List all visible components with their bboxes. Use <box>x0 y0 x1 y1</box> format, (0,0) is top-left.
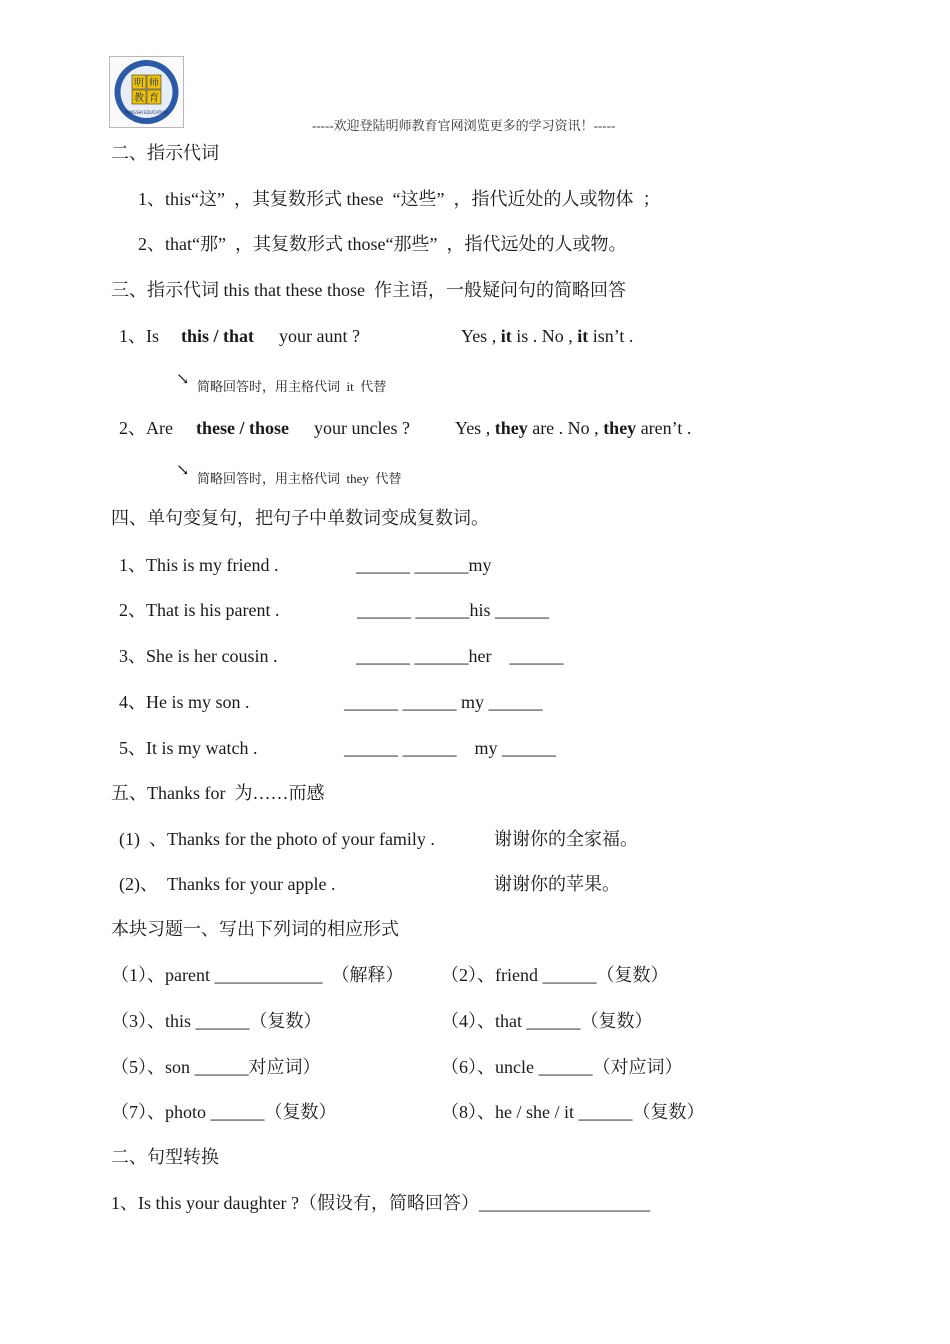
answer-1 <box>461 327 633 345</box>
exercise-1-item-5: （5）、son ______对应词） <box>111 1057 321 1077</box>
answer-2 <box>455 419 691 437</box>
header-banner: -----欢迎登陆明师教育官网浏览更多的学习资讯！----- <box>312 118 616 133</box>
exercise-1-item-3: （3）、this ______（复数） <box>111 1011 322 1031</box>
answer-2-arent: aren’t . <box>640 418 692 438</box>
section-heading-thanks-for: 五、Thanks for 为……而感 <box>111 783 325 803</box>
question-2-rest: your uncles ? <box>314 418 410 438</box>
conversion-item-5-blank: ______ ______ my ______ <box>344 738 557 758</box>
section-heading-demonstratives: 二、指示代词 <box>111 143 219 163</box>
answer-2-they-b: they <box>603 418 637 438</box>
question-1-pronoun: this / that <box>181 326 255 346</box>
answer-1-it-a: it <box>500 326 512 346</box>
logo-char-2: 师 <box>149 78 159 89</box>
logo-char-1: 明 <box>134 78 144 89</box>
answer-2-they-a: they <box>494 418 528 438</box>
exercise-1-item-7: （7）、photo ______（复数） <box>111 1102 337 1122</box>
school-logo <box>109 56 184 128</box>
exercise-1-item-2: （2）、friend ______（复数） <box>441 965 669 985</box>
arrow-icon-2: ↘ <box>176 462 190 479</box>
exercise-1-item-4: （4）、that ______（复数） <box>441 1011 653 1031</box>
answer-1-is: is . No , <box>516 326 573 346</box>
conversion-item-4-blank: ______ ______ my ______ <box>344 692 543 712</box>
exercise-1-item-1: （1）、parent ____________ （解释） <box>111 965 404 985</box>
thanks-example-1-chinese: 谢谢你的全家福。 <box>494 829 638 849</box>
logo-caption: MINGSHI EDUCATION <box>125 110 168 115</box>
thanks-example-2-chinese: 谢谢你的苹果。 <box>494 874 620 894</box>
answer-2-yes: Yes , <box>455 418 491 438</box>
question-1-prefix: 1、Is <box>119 326 159 346</box>
conversion-item-2-question: 2、That is his parent . <box>119 600 280 620</box>
answer-1-isnt: isn’t . <box>592 326 634 346</box>
thanks-example-2-english: (2)、 Thanks for your apple . <box>119 874 336 894</box>
answer-1-it-b: it <box>577 326 589 346</box>
conversion-item-3-question: 3、She is her cousin . <box>119 646 278 666</box>
demonstrative-that-line: 2、that“那” ，其复数形式 those“那些” ，指代远处的人或物。 <box>138 234 627 254</box>
conversion-item-2-blank: ______ ______his ______ <box>357 600 550 620</box>
conversion-item-1-question: 1、This is my friend . <box>119 555 279 575</box>
conversion-item-1-blank: ______ ______my <box>356 555 492 575</box>
question-1-rest: your aunt ? <box>279 326 360 346</box>
logo-char-3: 教 <box>134 93 144 104</box>
logo-char-4: 育 <box>149 93 159 104</box>
answer-1-yes: Yes , <box>461 326 497 346</box>
logo-emblem <box>110 57 183 127</box>
conversion-item-4-question: 4、He is my son . <box>119 692 250 712</box>
section-heading-plural-conversion: 四、单句变复句，把句子中单数词变成复数词。 <box>111 508 489 528</box>
exercise-2-question-1: 1、Is this your daughter ?（假设有，简略回答）___________________ <box>111 1193 650 1213</box>
note-1: 简略回答时，用主格代词 it 代替 <box>197 379 387 394</box>
question-2-prefix: 2、Are <box>119 418 173 438</box>
exercise-1-item-8: （8）、he / she / it ______（复数） <box>441 1102 705 1122</box>
exercise-2-heading: 二、句型转换 <box>111 1147 219 1167</box>
thanks-example-1-english: (1) 、Thanks for the photo of your family . <box>119 829 435 849</box>
question-2-pronoun: these / those <box>196 418 289 438</box>
note-2: 简略回答时，用主格代词 they 代替 <box>197 471 402 486</box>
exercise-1-heading: 本块习题一、写出下列词的相应形式 <box>111 919 399 939</box>
answer-2-are: are . No , <box>532 418 599 438</box>
conversion-item-5-question: 5、It is my watch . <box>119 738 258 758</box>
section-heading-short-answers: 三、指示代词 this that these those 作主语，一般疑问句的简略回答 <box>111 280 626 300</box>
arrow-icon-1: ↘ <box>176 371 190 388</box>
conversion-item-3-blank: ______ ______her ______ <box>356 646 564 666</box>
demonstrative-this-line: 1、this“这” ，其复数形式 these “这些” ，指代近处的人或物体 ； <box>138 189 661 209</box>
exercise-1-item-6: （6）、uncle ______（对应词） <box>441 1057 683 1077</box>
